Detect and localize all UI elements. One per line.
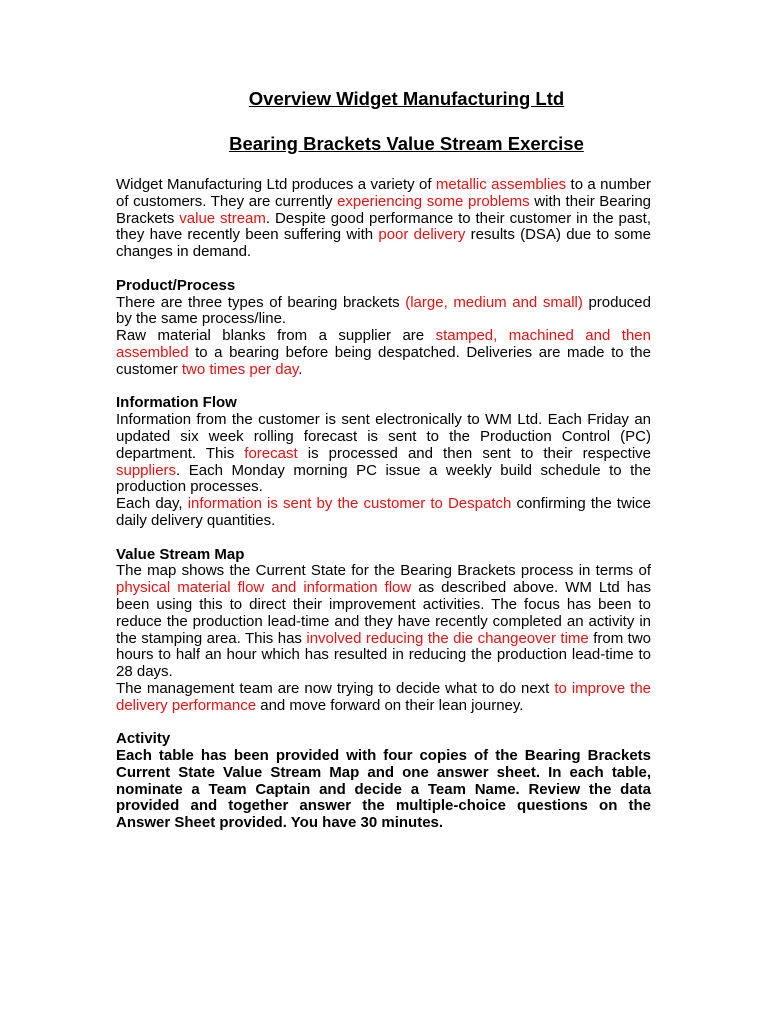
text-run: Raw material blanks from a supplier are bbox=[116, 327, 436, 345]
information-flow-paragraph-2 bbox=[116, 496, 651, 530]
text-run: to a number of customers. They are currently bbox=[116, 176, 651, 210]
document-subtitle: Bearing Brackets Value Stream Exercise bbox=[229, 133, 584, 154]
text-run: . Despite good performance to their customer in the past, they have recently been suffering with bbox=[116, 209, 652, 244]
text-run: is processed and then sent to their respective bbox=[297, 444, 651, 462]
text-run: produced by the same process/line. bbox=[116, 293, 651, 328]
section-heading-information-flow: Information Flow bbox=[116, 394, 237, 412]
highlighted-text: metallic assemblies bbox=[435, 176, 567, 193]
text-run: results (DSA) due to some changes in demand. bbox=[116, 226, 651, 261]
text-run: Information from the customer is sent electronically to WM Ltd. Each Friday an updated six week rolling forecast is sent to the Production Control (PC) department. This bbox=[116, 411, 651, 462]
document-body bbox=[116, 177, 651, 832]
text-run: to a bearing before being despatched. Deliveries are made to the customer bbox=[116, 343, 651, 378]
highlighted-text: suppliers bbox=[116, 461, 177, 479]
text-run: confirming the twice daily delivery quantities. bbox=[116, 495, 651, 529]
activity-paragraph bbox=[116, 748, 651, 832]
text-run: Each day, bbox=[116, 495, 188, 513]
highlighted-text: two times per day bbox=[181, 360, 299, 378]
text-run: Each table has been provided with four copies of the Bearing Brackets Current State Value Stream Map and one answer sheet. In each table, nominate a Team Captain and decide a Team Name. Review the data provided and together answer the multiple-choice questions on the Answer Sheet provided. You have 30 minutes. bbox=[116, 747, 651, 832]
highlighted-text: to improve the delivery performance bbox=[116, 679, 651, 714]
highlighted-text: experiencing some problems bbox=[337, 192, 530, 210]
text-run: The management team are now trying to decide what to do next bbox=[116, 679, 555, 697]
text-run: . bbox=[298, 360, 303, 378]
product-process-paragraph-2 bbox=[116, 328, 651, 378]
text-run: with their Bearing Brackets bbox=[116, 192, 652, 227]
text-run: There are three types of bearing brackets bbox=[116, 293, 406, 311]
highlighted-text: (large, medium and small) bbox=[405, 293, 583, 311]
section-heading-value-stream-map: Value Stream Map bbox=[116, 545, 245, 563]
section-heading-activity: Activity bbox=[116, 730, 171, 748]
section-heading-product-process: Product/Process bbox=[116, 276, 236, 294]
text-run: from two hours to half an hour which has resulted in reducing the production lead-time to 28 days. bbox=[116, 629, 651, 681]
text-run: . Each Monday morning PC issue a weekly build schedule to the production processes. bbox=[116, 461, 651, 496]
highlighted-text: value stream bbox=[179, 209, 266, 227]
highlighted-text: involved reducing the die changeover time bbox=[306, 629, 589, 647]
document-title: Overview Widget Manufacturing Ltd bbox=[248, 88, 565, 109]
highlighted-text: stamped, machined and then assembled bbox=[116, 327, 651, 361]
value-stream-map-paragraph-2 bbox=[116, 681, 651, 715]
highlighted-text: information is sent by the customer to Despatch bbox=[187, 495, 512, 513]
text-run: as described above. WM Ltd has been using this to direct their improvement activities. The focus has been to reduce the production lead-time and they have recently completed an activity in the stamping area. This has bbox=[116, 579, 651, 647]
highlighted-text: physical material flow and information flow bbox=[116, 579, 412, 597]
highlighted-text: poor delivery bbox=[378, 226, 466, 244]
information-flow-paragraph-1 bbox=[116, 412, 651, 496]
text-run: The map shows the Current State for the Bearing Brackets process in terms of bbox=[116, 562, 651, 580]
text-run: and move forward on their lean journey. bbox=[256, 696, 524, 714]
product-process-paragraph-1 bbox=[116, 295, 651, 329]
highlighted-text: forecast bbox=[244, 444, 298, 462]
intro-paragraph bbox=[116, 177, 651, 261]
text-run: Widget Manufacturing Ltd produces a variety of bbox=[116, 176, 436, 193]
value-stream-map-paragraph-1 bbox=[116, 563, 651, 681]
